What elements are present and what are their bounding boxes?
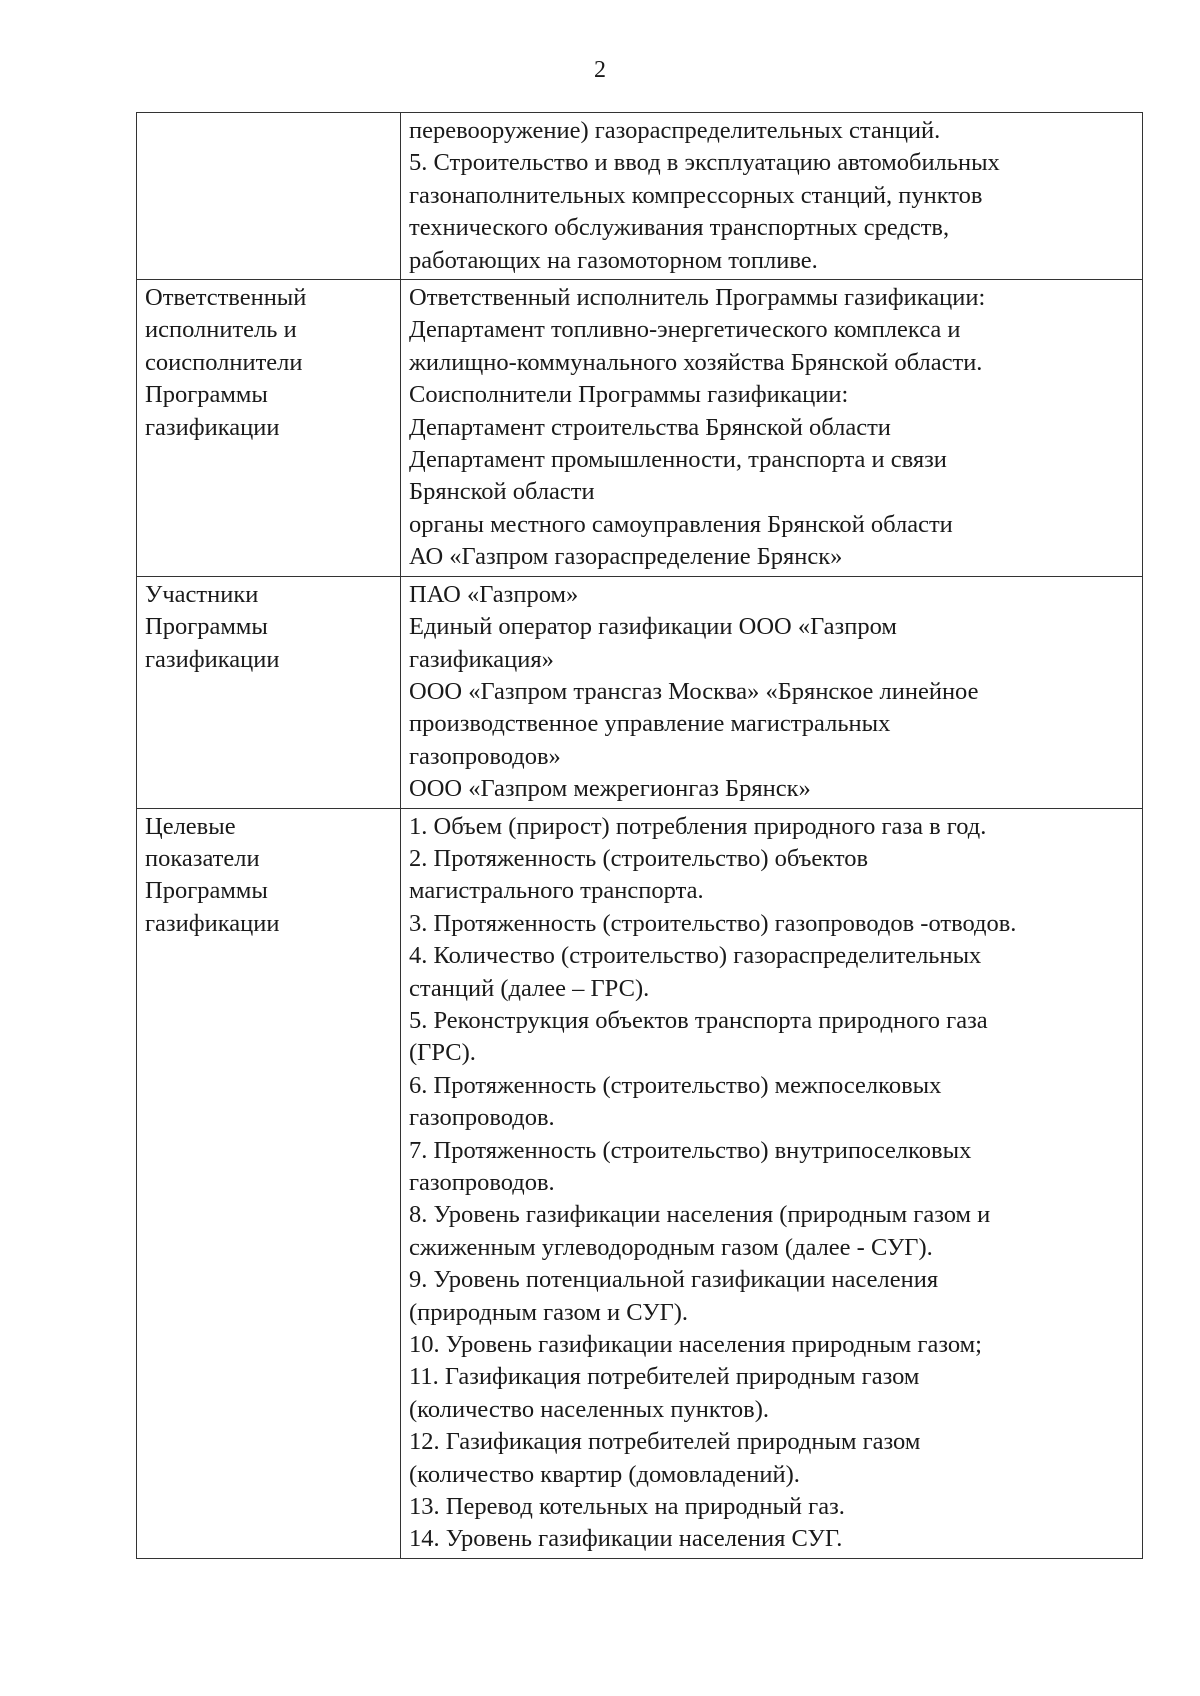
content-line: 14. Уровень газификации населения СУГ. xyxy=(409,1525,843,1553)
row-label-cell xyxy=(137,280,401,577)
label-line: исполнитель и xyxy=(145,316,297,344)
table-row xyxy=(137,113,1143,280)
table-row xyxy=(137,280,1143,577)
page-number: 2 xyxy=(594,57,606,83)
content-line: ООО «Газпром межрегионгаз Брянск» xyxy=(409,775,811,803)
content-line: 5. Реконструкция объектов транспорта природного газа xyxy=(409,1006,988,1034)
content-line: Департамент промышленности, транспорта и связи xyxy=(409,446,947,474)
content-line: Ответственный исполнитель Программы газификации: xyxy=(409,284,986,312)
content-line: ПАО «Газпром» xyxy=(409,580,579,608)
table-body xyxy=(137,113,1143,1559)
content-line: сжиженным углеводородным газом (далее - СУГ). xyxy=(409,1233,933,1261)
content-line: Единый оператор газификации ООО «Газпром xyxy=(409,613,897,641)
label-line: соисполнители xyxy=(145,348,303,376)
label-line: Программы xyxy=(145,381,268,409)
content-line: газопроводов» xyxy=(409,742,561,770)
content-line: Соисполнители Программы газификации: xyxy=(409,381,849,409)
content-line: перевооружение) газораспределительных станций. xyxy=(409,117,941,144)
content-line: органы местного самоуправления Брянской области xyxy=(409,510,953,538)
content-line: АО «Газпром газораспределение Брянск» xyxy=(409,543,843,571)
content-line: (количество населенных пунктов). xyxy=(409,1395,769,1423)
table-row xyxy=(137,576,1143,808)
content-line: 12. Газификация потребителей природным газом xyxy=(409,1428,921,1456)
row-label-cell xyxy=(137,808,401,1558)
content-line: технического обслуживания транспортных средств, xyxy=(409,214,950,242)
label-line: газификации xyxy=(145,909,280,937)
content-line: жилищно-коммунального хозяйства Брянской области. xyxy=(409,348,983,376)
content-line: 5. Строительство и ввод в эксплуатацию автомобильных xyxy=(409,149,1000,177)
label-line: Программы xyxy=(145,613,268,641)
content-line: Департамент топливно-энергетического комплекса и xyxy=(409,316,961,344)
content-line: 6. Протяженность (строительство) межпоселковых xyxy=(409,1071,942,1099)
label-line: Ответственный xyxy=(145,284,307,312)
row-content-cell xyxy=(401,280,1143,577)
content-line: 8. Уровень газификации населения (природным газом и xyxy=(409,1201,991,1229)
content-line: Брянской области xyxy=(409,478,595,506)
row-content-cell xyxy=(401,808,1143,1558)
content-line: газонаполнительных компрессорных станций, пунктов xyxy=(409,181,983,209)
row-content-cell xyxy=(401,113,1143,280)
table-row xyxy=(137,808,1143,1558)
content-line: (количество квартир (домовладений). xyxy=(409,1460,800,1488)
content-line: станций (далее – ГРС). xyxy=(409,974,650,1002)
content-line: производственное управление магистральных xyxy=(409,710,891,738)
content-line: (ГРС). xyxy=(409,1039,476,1067)
label-line: Целевые xyxy=(145,812,236,840)
content-line: газификация» xyxy=(409,645,554,673)
label-line: Участники xyxy=(145,580,259,608)
passport-table xyxy=(136,112,1143,1559)
label-line: газификации xyxy=(145,413,280,441)
content-line: 2. Протяженность (строительство) объектов xyxy=(409,844,869,872)
content-line: 11. Газификация потребителей природным газом xyxy=(409,1363,920,1391)
label-line: Программы xyxy=(145,877,268,905)
content-line: газопроводов. xyxy=(409,1169,555,1196)
content-line: магистрального транспорта. xyxy=(409,877,704,905)
content-line: Департамент строительства Брянской области xyxy=(409,413,891,441)
content-line: газопроводов. xyxy=(409,1104,555,1132)
content-line: 7. Протяженность (строительство) внутрипоселковых xyxy=(409,1136,972,1164)
content-line: 10. Уровень газификации населения природным газом; xyxy=(409,1331,982,1359)
row-content-cell xyxy=(401,576,1143,808)
label-line: газификации xyxy=(145,645,280,673)
label-line: показатели xyxy=(145,844,260,872)
content-line: 4. Количество (строительство) газораспределительных xyxy=(409,942,982,970)
row-label-cell xyxy=(137,113,401,280)
content-line: 1. Объем (прирост) потребления природного газа в год. xyxy=(409,812,987,840)
content-line: работающих на газомоторном топливе. xyxy=(409,246,818,274)
row-label-cell xyxy=(137,576,401,808)
content-line: (природным газом и СУГ). xyxy=(409,1298,689,1326)
content-line: 3. Протяженность (строительство) газопроводов -отводов. xyxy=(409,909,1017,937)
content-line: 13. Перевод котельных на природный газ. xyxy=(409,1493,845,1521)
content-line: ООО «Газпром трансгаз Москва» «Брянское линейное xyxy=(409,677,979,705)
content-line: 9. Уровень потенциальной газификации населения xyxy=(409,1266,939,1294)
